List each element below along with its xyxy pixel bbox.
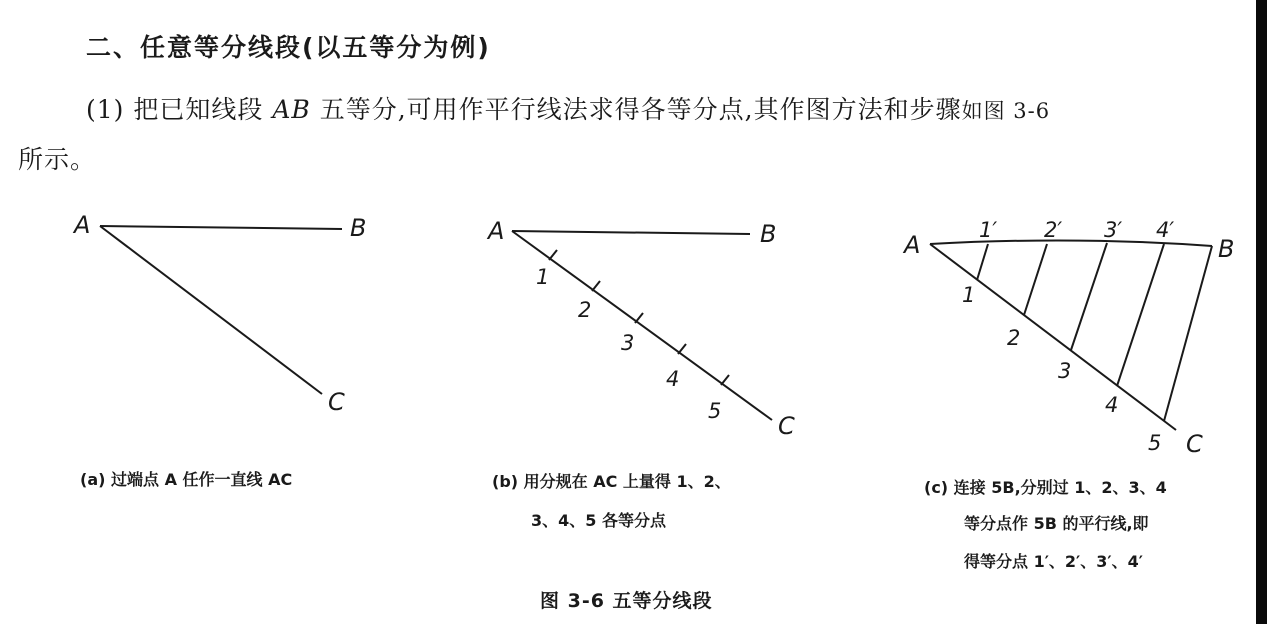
label-a-c: A <box>904 231 921 259</box>
parallel-3-c <box>1071 243 1107 350</box>
label-b-c: B <box>1218 235 1235 263</box>
label-a-a: A <box>74 211 91 239</box>
division-4-c: 4 <box>1105 393 1119 417</box>
division-1-c: 1 <box>962 283 976 307</box>
tick-4-b <box>678 344 686 354</box>
segment-label: AB <box>272 95 311 124</box>
prime-2-c: 2′ <box>1044 218 1063 242</box>
caption-c-line-2: 等分点作 5B 的平行线,即 <box>964 514 1149 533</box>
figure-title: 图 3-6 五等分线段 <box>540 590 713 612</box>
line-ab-b <box>512 231 750 234</box>
paragraph-text-2: 五等分,可用作平行线法求得各等分点,其作图方法和步骤 <box>310 95 962 124</box>
division-2-b: 2 <box>578 298 592 322</box>
parallel-1-c <box>977 244 988 280</box>
figure-c <box>902 218 1234 458</box>
paragraph-line-2: 所示。 <box>18 145 97 174</box>
caption-a: (a) 过端点 A 任作一直线 AC <box>80 470 293 489</box>
section-heading: 二、任意等分线段(以五等分为例) <box>86 33 491 62</box>
division-3-b: 3 <box>621 331 635 355</box>
caption-b-line-1: (b) 用分规在 AC 上量得 1、2、 <box>492 472 731 491</box>
label-b-b: B <box>760 220 777 248</box>
prime-4-c: 4′ <box>1156 218 1175 242</box>
page-edge-bar <box>1256 0 1267 624</box>
tick-1-b <box>549 250 557 260</box>
tick-2-b <box>592 281 600 291</box>
caption-b-line-2: 3、4、5 各等分点 <box>531 511 666 530</box>
label-c-a: C <box>328 388 345 416</box>
parallel-4-c <box>1117 244 1164 386</box>
line-ac-c <box>930 244 1176 430</box>
label-a-b: A <box>488 217 505 245</box>
division-5-c: 5 <box>1148 431 1162 455</box>
label-c-c: C <box>1186 430 1203 458</box>
parallel-2-c <box>1024 244 1047 315</box>
label-c-b: C <box>778 412 795 440</box>
tick-3-b <box>635 313 643 323</box>
line-ac-a <box>100 226 322 394</box>
prime-1-c: 1′ <box>979 218 998 242</box>
paragraph-figure-ref: 如图 3-6 <box>961 99 1051 123</box>
label-b-a: B <box>350 214 367 242</box>
paragraph-text-1: (1) 把已知线段 <box>86 95 273 124</box>
caption-c-line-1: (c) 连接 5B,分别过 1、2、3、4 <box>924 478 1167 497</box>
figure-b <box>486 217 795 440</box>
figure-a <box>72 211 366 416</box>
prime-3-c: 3′ <box>1104 218 1123 242</box>
tick-5-b <box>721 375 729 385</box>
division-4-b: 4 <box>666 367 680 391</box>
line-5b-c <box>1164 246 1212 421</box>
line-ab-a <box>100 226 342 229</box>
division-1-b: 1 <box>536 265 550 289</box>
division-3-c: 3 <box>1058 359 1072 383</box>
division-5-b: 5 <box>708 399 722 423</box>
line-ac-b <box>512 231 772 420</box>
division-2-c: 2 <box>1007 326 1021 350</box>
caption-c-line-3: 得等分点 1′、2′、3′、4′ <box>964 552 1143 571</box>
